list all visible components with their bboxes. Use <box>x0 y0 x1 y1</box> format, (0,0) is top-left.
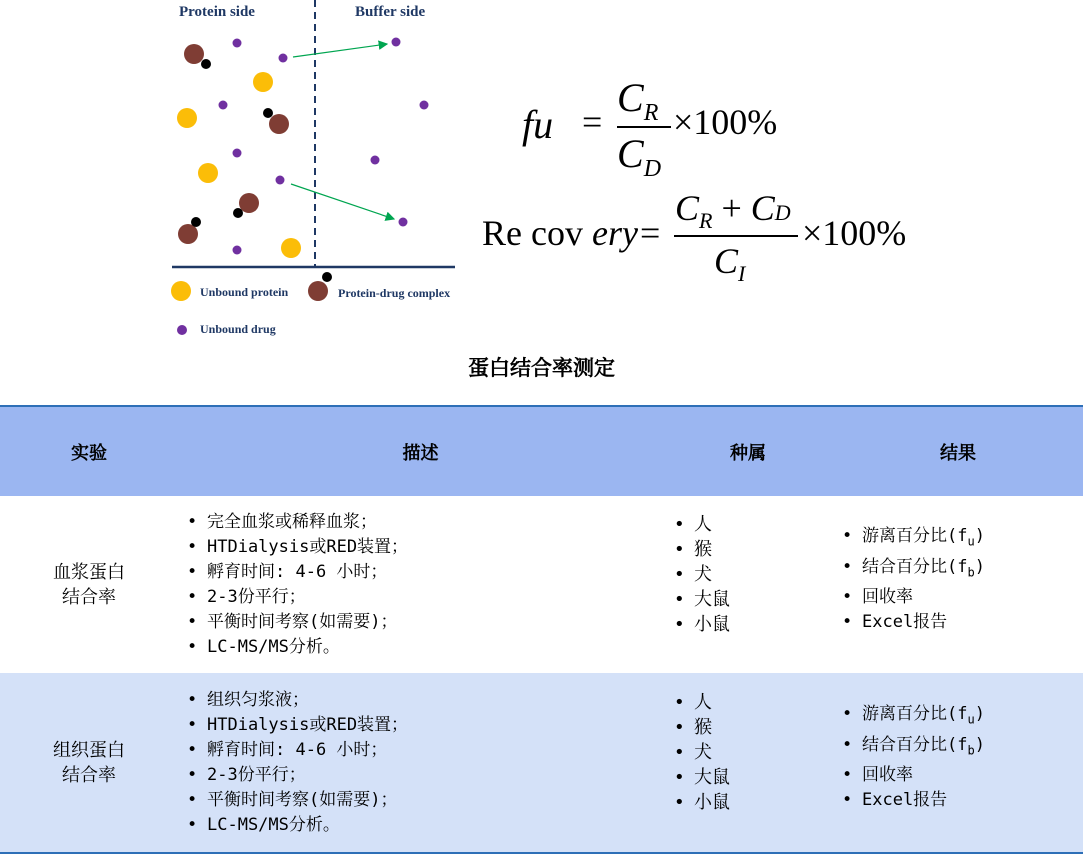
unbound-drug <box>399 218 408 227</box>
recovery-equals: = <box>640 213 661 253</box>
list-item: • 大鼠 <box>674 587 832 612</box>
fu-fraction-bar <box>617 126 671 128</box>
results-cell <box>833 673 1083 853</box>
experiment-cell <box>0 673 178 853</box>
buffer-side-label: Buffer side <box>355 4 426 20</box>
list-item: • 2-3份平行； <box>187 585 662 610</box>
bound-drug <box>233 208 243 218</box>
header-description: 描述 <box>402 442 439 464</box>
list-item: • 回收率 <box>842 763 1082 788</box>
legend-complex: Protein-drug complex <box>338 286 451 300</box>
fu-times-100: ×100% <box>673 102 778 142</box>
list-item: • 大鼠 <box>674 765 832 790</box>
experiment-line: 血浆蛋白 <box>53 561 125 583</box>
header-results: 结果 <box>940 442 976 464</box>
unbound-drug <box>233 39 242 48</box>
list-item: • 犬 <box>674 740 832 765</box>
list-item: • 游离百分比$(f_u)$ <box>842 702 1082 732</box>
list-item: • 人 <box>674 512 832 537</box>
recovery-times-100: ×100% <box>802 213 907 253</box>
list-item: • 平衡时间考察(如需要)； <box>187 610 662 635</box>
recovery-numerator: $C_R$ + CD <box>675 188 791 234</box>
header-species: 种属 <box>730 442 766 464</box>
binding-table <box>0 405 1083 854</box>
unbound-drug <box>371 156 380 165</box>
legend-unbound-protein: Unbound protein <box>200 285 289 299</box>
experiment-cell <box>0 496 178 673</box>
list-item: • 完全血浆或稀释血浆； <box>187 510 662 535</box>
protein-drug-complex <box>269 114 289 134</box>
unbound-drug <box>219 101 228 110</box>
protein-side-label: Protein side <box>179 4 255 20</box>
unbound-protein <box>281 238 301 258</box>
list-item: • 结合百分比$(f_b)$ <box>842 555 1082 585</box>
list-item: • Excel报告 <box>842 788 1082 813</box>
legend-unbound-drug-swatch <box>177 325 187 335</box>
list-item: • 猴 <box>674 715 832 740</box>
results-cell <box>833 496 1083 673</box>
experiment-line: 结合率 <box>62 586 116 608</box>
list-item: • 回收率 <box>842 585 1082 610</box>
unbound-drug <box>233 149 242 158</box>
recovery-denominator: $C_I$ <box>714 241 746 287</box>
list-item: • 平衡时间考察(如需要)； <box>187 788 662 813</box>
bound-drug <box>201 59 211 69</box>
list-item: • HTDialysis或RED装置； <box>187 535 662 560</box>
bound-drug <box>322 272 332 282</box>
unbound-drug <box>276 176 285 185</box>
table-row <box>0 673 1083 853</box>
fu-equals: = <box>582 102 603 142</box>
list-item: • 犬 <box>674 562 832 587</box>
list-item: • LC-MS/MS分析。 <box>187 635 662 660</box>
list-item: • 孵育时间: 4-6 小时； <box>187 738 662 763</box>
description-cell <box>178 496 663 673</box>
protein-drug-complex <box>184 44 204 64</box>
legend-unbound-protein-swatch <box>171 281 191 301</box>
list-item: • 结合百分比$(f_b)$ <box>842 733 1082 763</box>
table-header-row <box>0 406 1083 496</box>
unbound-protein <box>198 163 218 183</box>
unbound-drug <box>420 101 429 110</box>
legend-complex-swatch <box>308 281 328 301</box>
list-item: • LC-MS/MS分析。 <box>187 813 662 838</box>
list-item: • 猴 <box>674 537 832 562</box>
list-item: • 组织匀浆液； <box>187 688 662 713</box>
unbound-protein <box>177 108 197 128</box>
figure-caption: 蛋白结合率测定 <box>468 356 615 380</box>
description-cell <box>178 673 663 853</box>
table-row <box>0 496 1083 673</box>
header-experiment: 实验 <box>71 442 107 464</box>
recovery-lhs: Re cov ery <box>482 213 638 253</box>
species-cell <box>663 673 833 853</box>
list-item: • 小鼠 <box>674 612 832 637</box>
list-item: • 孵育时间: 4-6 小时； <box>187 560 662 585</box>
list-item: • 小鼠 <box>674 790 832 815</box>
bound-drug <box>191 217 201 227</box>
unbound-drug <box>233 246 242 255</box>
recovery-fraction-bar <box>674 235 798 237</box>
list-item: • 人 <box>674 690 832 715</box>
diffusion-arrow <box>291 184 394 219</box>
list-item: • HTDialysis或RED装置； <box>187 713 662 738</box>
experiment-line: 结合率 <box>62 764 116 786</box>
list-item: • 2-3份平行； <box>187 763 662 788</box>
diffusion-arrow <box>293 44 387 57</box>
fu-numerator: $C_R$ <box>617 75 659 126</box>
unbound-protein <box>253 72 273 92</box>
unbound-drug <box>392 38 401 47</box>
legend-unbound-drug: Unbound drug <box>200 322 276 336</box>
protein-drug-complex <box>178 224 198 244</box>
list-item: • 游离百分比$(f_u)$ <box>842 524 1082 554</box>
fu-lhs: fu <box>522 102 554 147</box>
list-item: • Excel报告 <box>842 610 1082 635</box>
experiment-line: 组织蛋白 <box>53 739 125 761</box>
fu-denominator: $C_D$ <box>617 131 662 182</box>
species-cell <box>663 496 833 673</box>
bound-drug <box>263 108 273 118</box>
unbound-drug <box>279 54 288 63</box>
